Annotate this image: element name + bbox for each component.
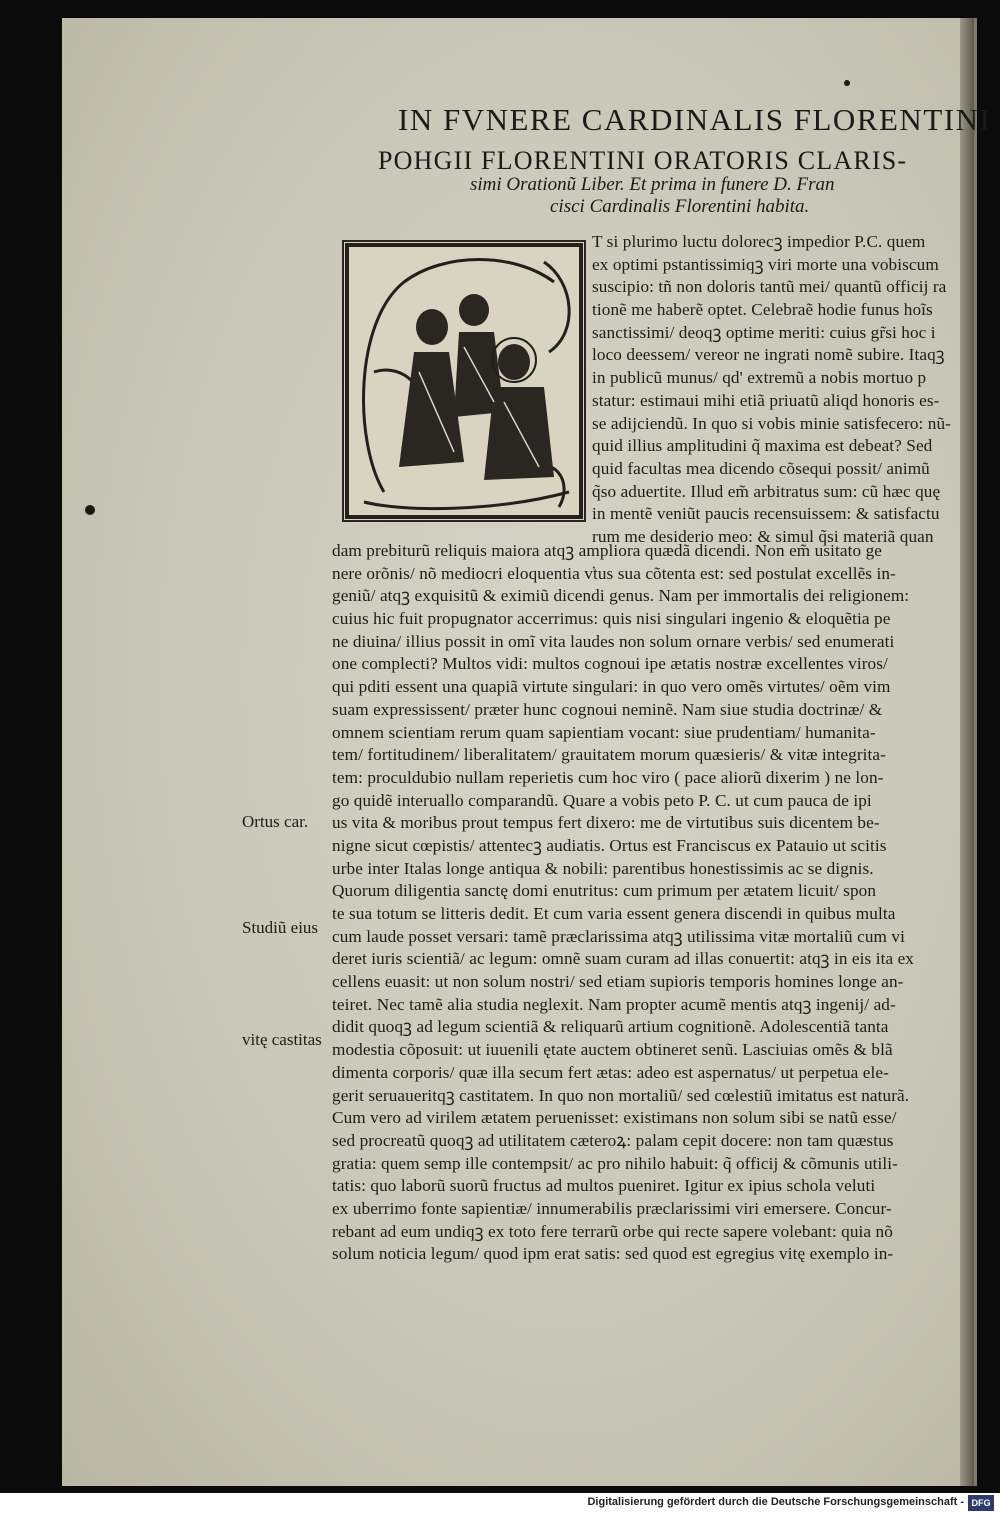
subtitle-line-2: cisci Cardinalis Florentini habita. — [550, 196, 810, 217]
text-line: rebant ad eum undiqꝫ ex toto fere terrarũ orbe qui recte sapere volebant: quia nõ — [332, 1221, 893, 1241]
text-line: sed procreatũ quoqꝫ ad utilitatem cæteroꝝ: palam cepit docere: non tam quæstus — [332, 1130, 894, 1150]
footer-bar — [0, 1493, 1000, 1515]
text-block-main — [332, 540, 990, 1266]
funding-notice: Digitalisierung gefördert durch die Deutsche Forschungsgemeinschaft - — [587, 1496, 964, 1508]
text-line: se adijciendũ. In quo si vobis minie satisfecero: nũ- — [592, 413, 951, 433]
text-line: nere orõnis/ nõ mediocri eloquentia v̕tus sua cõtenta est: sed postulat excellẽs in- — [332, 563, 896, 583]
text-line: te sua totum se litteris dedit. Et cum varia essent genera discendi in quibus multa — [332, 904, 896, 923]
text-line: qui pditi essent una quapiã virtute singulari: in quo vero omẽs virtutes/ oẽm vim — [332, 677, 891, 697]
text-line: q̃so aduertite. Illud em̃ arbitratus sum: cũ hæc quę — [592, 481, 941, 501]
text-line: in publicũ munus/ qd' extremũ a nobis mortuo p — [592, 368, 927, 388]
text-line: one complecti? Multos vidi: multos cognoui ipe ætatis nostræ excellentes viros/ — [332, 654, 888, 674]
text-line: suscipio: tñ non doloris tantũ mei/ quantũ officij ra — [592, 277, 947, 297]
text-line: ex optimi pstantissimiqꝫ viri morte una vobiscum — [592, 254, 939, 274]
text-line: cum laude posset versari: tamẽ præclarissima atqꝫ utilissima vitæ mortaliũ cum vi — [332, 926, 905, 946]
text-line: Quorum diligentia sanctę domi enutritus: cum primum per ætatem licuit/ spon — [332, 881, 877, 901]
text-line: gerit seruaueritqꝫ castitatem. In quo non mortaliũ/ sed cœlestiũ imitatus est naturã. — [332, 1085, 910, 1105]
text-line: suam expressissent/ præter hunc cognoui neminẽ. Nam siue studia doctrinæ/ & — [332, 699, 883, 719]
text-line: sanctissimi/ deoqꝫ optime meriti: cuius gr̃si hoc i — [592, 322, 936, 342]
text-line: nigne sicut cœpistis/ attentecꝫ audiatis. Ortus est Franciscus ex Patauio ut scitis — [332, 835, 887, 855]
text-line: didit quoqꝫ ad legum scientiã & reliquarũ artium cognitionẽ. Adolescentiã tanta — [332, 1017, 889, 1037]
text-line: gratia: quem semp ille contempsit/ ac pro nihilo habuit: q̃ officij & cõmunis utili- — [332, 1153, 898, 1173]
ink-spot — [844, 80, 850, 86]
text-line: rum me desiderio meo: & simul q̃si materiã quan — [592, 526, 934, 546]
margin-note-ortus: Ortus car. — [242, 812, 309, 831]
text-line: cellens euasit: ut non solum nostri/ sed etiam supioris temporis homines longe an- — [332, 972, 904, 992]
text-line: dimenta corporis/ quæ illa secum fert ætas: adeo est aspernatus/ ut perpetua ele- — [332, 1062, 889, 1082]
text-line: quid illius amplitudini q̃ maxima est debeat? Sed — [592, 436, 933, 456]
text-line: cuius hic fuit propugnator accerrimus: quis nisi singulari ingenio & eloquẽtia pe — [332, 609, 891, 629]
text-line: in mentẽ veniũt paucis recensuissem: & satisfactu — [592, 504, 940, 524]
text-line: geniũ/ atqꝫ exquisitũ & eximiũ dicendi genus. Nam per immortalis dei religionem: — [332, 586, 910, 606]
margin-note-castitas: vitę castitas — [242, 1030, 322, 1049]
text-line: us vita & moribus prout tempus fert dixero: me de virtutibus suis dicentem be- — [332, 813, 880, 833]
text-line: statur: estimaui mihi etiã priuatũ aliqd honoris es- — [592, 390, 940, 410]
text-line: ne diuina/ illius possit in omĩ vita laudes non solum ornare verbis/ sed enumerati — [332, 631, 895, 651]
text-line: deret iuris scientiã/ ac legum: omnẽ suam curam ad illas conuertit: atqꝫ in eis ita ex — [332, 949, 915, 969]
text-line: tatis: quo laborũ suorũ fructus ad multos pueniret. Igitur ex ipius schola veluti — [332, 1176, 876, 1196]
text-line: quid facultas mea dicendo cõsequi possit/ animũ — [592, 458, 930, 478]
title-line-1: IN FVNERE CARDINALIS FLORENTINI — [398, 102, 992, 137]
text-line: solum noticia legum/ quod ipm erat satis: sed quod est egregius vitę exemplo in- — [332, 1244, 894, 1264]
dfg-logo-icon[interactable]: DFG — [968, 1495, 994, 1511]
book-page — [62, 18, 992, 1486]
ink-spot — [85, 505, 95, 515]
text-line: go quidẽ interuallo comparandũ. Quare a vobis peto P. C. ut cum pauca de ipi — [332, 790, 872, 810]
subtitle-line-1: simi Orationũ Liber. Et prima in funere D. Fran — [470, 174, 835, 195]
woodcut-initial-e — [342, 240, 586, 522]
text-line: omnem scientiam rerum quam sapientiam vocant: siue prudentiam/ humanita- — [332, 722, 876, 742]
title-line-2: POHGII FLORENTINI ORATORIS CLARIS- — [378, 146, 908, 175]
text-line: Cum vero ad virilem ætatem peruenisset: existimans non solum sibi se natũ esse/ — [332, 1108, 897, 1128]
text-block-beside-initial — [592, 231, 988, 549]
text-line: tionẽ me haberẽ optet. Celebraẽ hodie funus hoĩs — [592, 300, 933, 320]
text-line: dam prebiturũ reliquis maiora atqꝫ ampliora quædã dicendi. Non em̃ usitato ge — [332, 541, 883, 560]
text-line: loco deessem/ vereor ne ingrati nomẽ subire. Itaqꝫ — [592, 345, 945, 365]
woodcut-illustration-icon — [344, 242, 584, 520]
text-line: ex uberrimo fonte sapientiæ/ innumerabilis præclarissimi viri emersere. Concur- — [332, 1198, 892, 1218]
margin-note-studium: Studiũ eius — [242, 918, 319, 937]
text-line: T si plurimo luctu dolorecꝫ impedior P.C. quem — [592, 232, 926, 251]
text-line: modestia cõposuit: ut iuuenili ętate auctem obtineret senũ. Lasciuias omẽs & blã — [332, 1040, 893, 1060]
text-line: teiret. Nec tamẽ alia studia neglexit. Nam propter acumẽ mentis atqꝫ ingenij/ ad- — [332, 994, 896, 1014]
text-line: tem: proculdubio nullam reperietis cum hoc viro ( pace aliorũ dixerim ) ne lon- — [332, 767, 884, 787]
text-line: tem/ fortitudinem/ liberalitatem/ grauitatem morum quæsieris/ & vitæ integrita- — [332, 745, 886, 765]
text-line: urbe inter Italas longe antiqua & nobili: parentibus honestissimis ac se dignis. — [332, 858, 874, 878]
